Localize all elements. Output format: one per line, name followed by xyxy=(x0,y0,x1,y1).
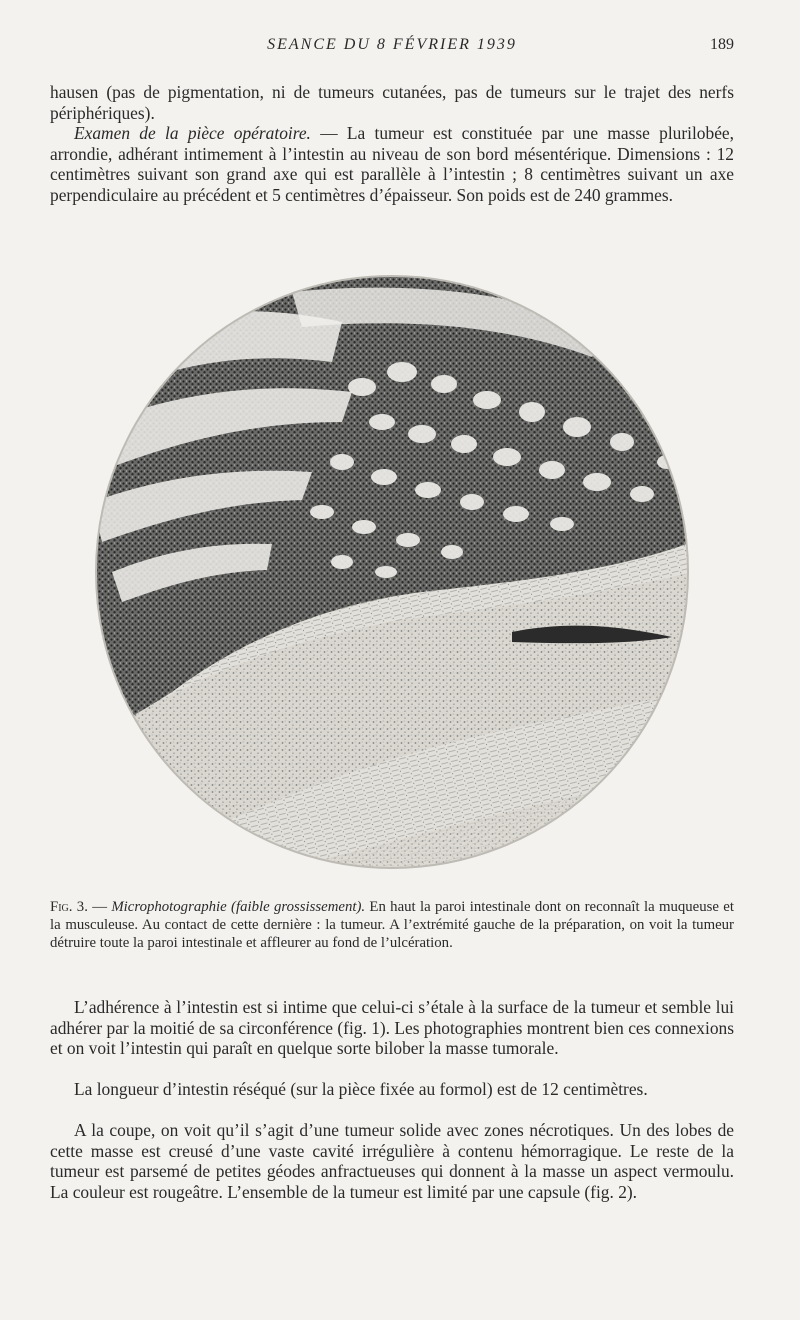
paragraph-continuation: hausen (pas de pigmentation, ni de tumeurs cutanées, pas de tumeurs sur le trajet des nerfs périphériques). xyxy=(50,82,734,123)
paragraph-coupe: A la coupe, on voit qu’il s’agit d’une tumeur solide avec zones nécrotiques. Un des lobes de cette masse est creusé d’une vaste cavité irrégulière à contenu hémorragique. Le reste de la tumeur est parsemé de petites géodes anfractueuses qui donnent à la masse un aspect vermoulu. La couleur est rougeâtre. L’ensemble de la tumeur est limité par une capsule (fig. 2). xyxy=(50,1120,734,1202)
figure-caption-text: En haut la paroi intestinale dont on reconnaît la muqueuse et la musculeuse. Au contact de cette dernière : la tumeur. A l’extrémité gauche de la préparation, on voit la tumeur détruire toute la paroi intestinale et affleurer au fond de l’ulcération. xyxy=(50,899,734,952)
page-number: 189 xyxy=(710,36,734,53)
figure-caption-title: Microphotographie (faible grossissement). xyxy=(111,899,366,915)
paragraph-longueur: La longueur d’intestin réséqué (sur la pièce fixée au formol) est de 12 centimètres. xyxy=(74,1079,648,1099)
microphotograph-figure xyxy=(92,272,692,872)
figure-caption-dash: — xyxy=(87,899,112,915)
running-header xyxy=(50,36,734,58)
figure-caption xyxy=(50,898,734,953)
paragraph-lead-italic: Examen de la pièce opératoire. xyxy=(74,123,311,143)
running-title: SEANCE DU 8 FÉVRIER 1939 xyxy=(267,36,517,53)
microphotograph-image xyxy=(92,272,692,872)
paragraph-adherence: L’adhérence à l’intestin est si intime que celui-ci s’étale à la surface de la tumeur et semble lui adhérer par la moitié de sa circonférence (fig. 1). Les photographies montrent bien ces connexions et on voit l’intestin qui paraît en quelque sorte bilober la masse tumorale. xyxy=(50,997,734,1058)
paragraph-examen-text: — La tumeur est constituée par une masse plurilobée, arrondie, adhérant intimement à l’intestin au niveau de son bord mésentérique. Dimensions : 12 centimètres suivant son grand axe qui est parallèle à l’intestin ; 8 centimètres suivant un axe perpendiculaire au précédent et 5 centimètres d’épaisseur. Son poids est de 240 grammes. xyxy=(50,123,734,205)
figure-label: Fig. 3. xyxy=(50,899,88,915)
paragraph-examen xyxy=(50,123,734,205)
